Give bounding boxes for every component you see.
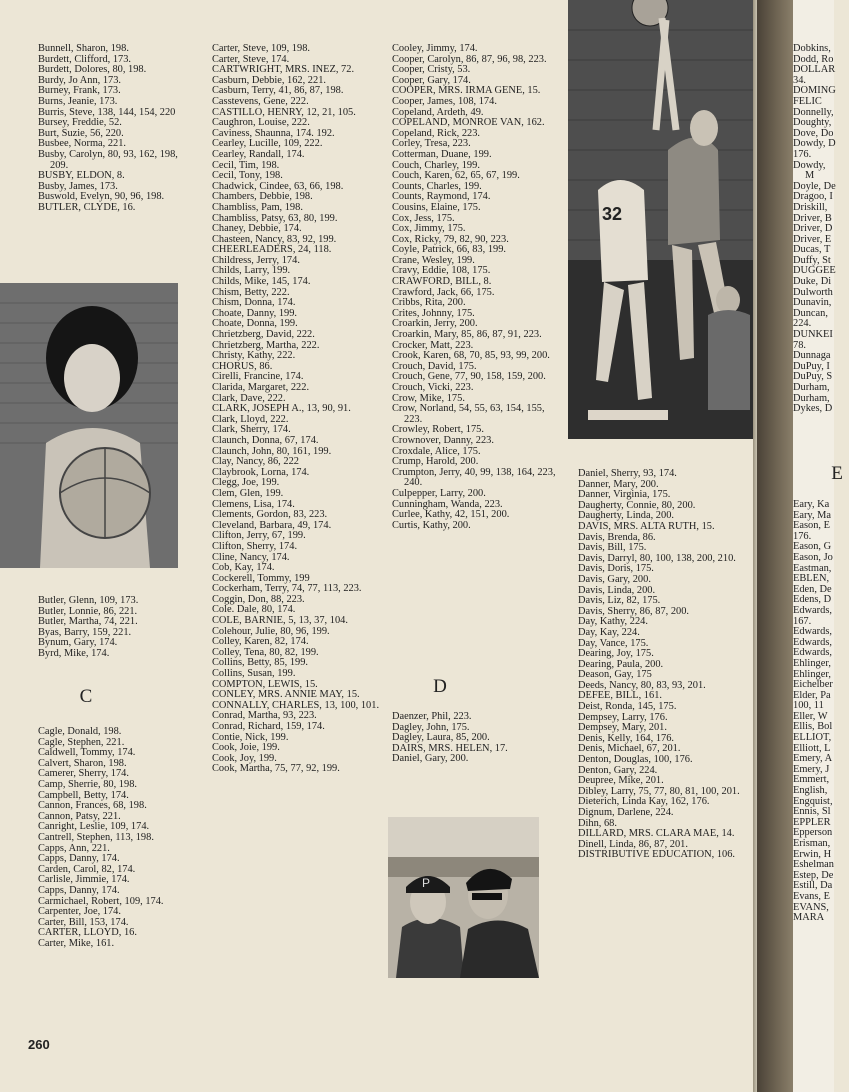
index-entry: Crocker, Matt, 223.: [392, 339, 474, 351]
index-entry: CRAWFORD, BILL, 8.: [392, 276, 492, 288]
index-entry: Dunavin,: [793, 297, 832, 309]
index-entry: Eden, De: [793, 583, 832, 595]
index-column-1-top: [38, 44, 198, 214]
index-entry: Cook, Joy, 199.: [212, 752, 277, 764]
index-entry: Ehlinger,: [793, 668, 831, 680]
index-entry: Deist, Ronda, 145, 175.: [578, 701, 677, 713]
index-entry: Cooper, Carolyn, 86, 87, 96, 98, 223.: [392, 53, 547, 65]
index-entry: Canright, Leslie, 109, 174.: [38, 821, 150, 833]
index-entry: BUTLER, CLYDE, 16.: [38, 201, 136, 213]
index-entry: Byrd, Mike, 174.: [38, 647, 110, 659]
index-entry: Cribbs, Rita, 200.: [392, 297, 466, 309]
index-entry: Day, Kathy, 224.: [578, 616, 648, 628]
index-entry: Day, Kay, 224.: [578, 626, 640, 638]
index-entry: Carden, Carol, 82, 174.: [38, 863, 136, 875]
index-entry: Eason, E: [793, 520, 830, 532]
index-entry: Clegg, Joe, 199.: [212, 477, 280, 489]
index-entry: Chrietzberg, David, 222.: [212, 329, 315, 341]
index-entry: Clay, Nancy, 86, 222: [212, 456, 299, 468]
index-entry: DAIRS, MRS. HELEN, 17.: [392, 742, 508, 754]
index-entry: EVANS,: [793, 901, 829, 913]
index-entry: Capps, Danny, 174.: [38, 853, 120, 865]
index-entry: Dove, Do: [793, 127, 834, 139]
index-entry: Caviness, Shaunna, 174. 192.: [212, 127, 335, 139]
svg-text:32: 32: [602, 204, 623, 224]
index-entry: Campbell, Betty, 174.: [38, 789, 129, 801]
index-entry: Byas, Barry, 159, 221.: [38, 626, 132, 638]
index-entry: Christy, Kathy, 222.: [212, 350, 296, 362]
index-entry: Eastman,: [793, 562, 832, 574]
index-entry: Eason, Jo: [793, 551, 833, 563]
index-entry: Davis, Linda, 200.: [578, 584, 656, 596]
index-entry: Burris, Steve, 138, 144, 154, 220: [38, 106, 176, 118]
index-entry: Burdy, Jo Ann, 173.: [38, 74, 122, 86]
index-entry: Dowdy, D: [793, 138, 836, 150]
index-entry: Cox, Ricky, 79, 82, 90, 223.: [392, 233, 509, 245]
index-entry: 78.: [793, 339, 806, 351]
index-entry: Cearley, Lucille, 109, 222.: [212, 138, 323, 150]
index-entry: Davis, Brenda, 86.: [578, 531, 656, 543]
index-entry: Busby, James, 173.: [38, 180, 118, 192]
index-entry: Chambliss, Patsy, 63, 80, 199.: [212, 212, 338, 224]
index-entry: Cousins, Elaine, 175.: [392, 201, 481, 213]
index-entry: Davis, Bill, 175.: [578, 542, 647, 554]
index-entry: Deeds, Nancy, 80, 83, 93, 201.: [578, 679, 706, 691]
index-entry: Bursey, Freddie, 52.: [38, 117, 122, 129]
section-letter-d: D: [433, 676, 447, 697]
index-entry: Donnelly,: [793, 106, 834, 118]
index-entry: Crownover, Danny, 223.: [392, 434, 494, 446]
index-entry: Denis, Kelly, 164, 176.: [578, 732, 675, 744]
index-entry: Clemens, Lisa, 174.: [212, 498, 295, 510]
index-entry: Day, Vance, 175.: [578, 637, 649, 649]
index-entry: Davis, Liz, 82, 175.: [578, 595, 661, 607]
index-entry: Clifton, Sherry, 174.: [212, 540, 298, 552]
index-entry: Butler, Martha, 74, 221.: [38, 616, 138, 628]
index-entry: Curlee, Kathy, 42, 151, 200.: [392, 509, 510, 521]
index-entry: Cooley, Jimmy, 174.: [392, 43, 478, 54]
index-entry: Childs, Larry, 199.: [212, 265, 291, 277]
index-entry: DuPuy, S: [793, 371, 833, 383]
index-entry: Daniel, Sherry, 93, 174.: [578, 468, 677, 479]
index-entry: Cole. Dale, 80, 174.: [212, 604, 296, 616]
index-entry: Edwards,: [793, 636, 832, 648]
index-entry: CHEERLEADERS, 24, 118.: [212, 244, 332, 256]
index-entry: Clarida, Margaret, 222.: [212, 382, 310, 393]
index-entry: Burdett, Dolores, 80, 198.: [38, 64, 147, 76]
photo-basketball-jump: [568, 0, 753, 439]
section-letter-e-partial: E: [831, 463, 843, 484]
index-entry: CASTILLO, HENRY, 12, 21, 105.: [212, 106, 356, 118]
index-entry: MARA: [793, 912, 825, 924]
index-entry: Deason, Gay, 175: [578, 669, 652, 681]
index-entry: Crouch, Vicki, 223.: [392, 382, 474, 393]
index-entry: 100, 11: [793, 700, 824, 712]
photo-coaches: [388, 817, 539, 978]
index-entry: Ennis, Sl: [793, 806, 831, 818]
index-entry: Durham,: [793, 382, 830, 393]
index-entry: Casburn, Debbie, 162, 221.: [212, 74, 326, 86]
index-entry: Eller, W: [793, 710, 828, 722]
index-entry: Deupree, Mike, 201.: [578, 775, 664, 787]
index-entry: Clark, Dave, 222.: [212, 392, 286, 404]
index-entry: Cannon, Patsy, 221.: [38, 810, 121, 822]
index-entry: Butler, Glenn, 109, 173.: [38, 595, 139, 606]
svg-text:P: P: [422, 876, 431, 890]
index-entry: Coggin, Don, 88, 223.: [212, 593, 305, 605]
index-entry: Couch, Karen, 62, 65, 67, 199.: [392, 170, 520, 182]
index-entry: Cagle, Donald, 198.: [38, 726, 122, 737]
index-entry: Busby, Carolyn, 80, 93, 162, 198, 209.: [38, 148, 178, 171]
index-entry: Eshelman: [793, 859, 834, 871]
index-entry: Burney, Frank, 173.: [38, 85, 121, 97]
index-entry: Copeland, Rick, 223.: [392, 127, 481, 139]
index-entry: Driver, B: [793, 212, 832, 224]
index-entry: Camp, Sherrie, 80, 198.: [38, 778, 137, 790]
index-entry: Cagle, Stephen, 221.: [38, 736, 125, 748]
index-entry: Erwin, H: [793, 848, 832, 860]
index-entry: Doyle, De: [793, 180, 836, 192]
index-entry: Engquist,: [793, 795, 833, 807]
index-entry: Cirelli, Francine, 174.: [212, 371, 304, 383]
index-entry: Counts, Charles, 199.: [392, 180, 482, 192]
index-entry: Clements, Gordon, 83, 223.: [212, 509, 328, 521]
index-entry: Cooper, Gary, 174.: [392, 74, 471, 86]
index-entry: Erisman,: [793, 838, 831, 849]
index-entry: Estill, Da: [793, 880, 833, 892]
index-entry: Casburn, Terry, 41, 86, 87, 198.: [212, 85, 344, 97]
index-entry: COPELAND, MONROE VAN, 162.: [392, 117, 545, 129]
index-entry: Claunch, Donna, 67, 174.: [212, 434, 319, 446]
index-column-5-top: [793, 44, 836, 415]
index-entry: Cearley, Randall, 174.: [212, 148, 305, 160]
index-entry: Burdett, Clifford, 173.: [38, 53, 132, 65]
index-entry: Chaney, Debbie, 174.: [212, 223, 302, 235]
index-entry: Driskill,: [793, 201, 828, 213]
index-entry: Eary, Ka: [793, 499, 830, 510]
index-entry: Edwards,: [793, 626, 832, 638]
index-entry: DOMING: [793, 85, 836, 97]
index-entry: Driver, D: [793, 223, 833, 235]
index-entry: Conrad, Martha, 93, 223.: [212, 710, 317, 722]
index-entry: Chrietzberg, Martha, 222.: [212, 339, 320, 351]
index-entry: Cox, Jimmy, 175.: [392, 223, 466, 235]
index-entry: Elder, Pa: [793, 689, 831, 701]
index-entry: Crouch, David, 175.: [392, 360, 477, 372]
index-entry: Edwards,: [793, 647, 832, 659]
index-entry: CARTER, LLOYD, 16.: [38, 927, 137, 939]
index-entry: COLE, BARNIE, 5, 13, 37, 104.: [212, 615, 348, 627]
index-entry: Crump, Harold, 200.: [392, 456, 479, 468]
index-entry: EPPLER: [793, 816, 831, 828]
index-entry: Cockerham, Terry, 74, 77, 113, 223.: [212, 583, 362, 595]
index-entry: Capps, Danny, 174.: [38, 884, 120, 896]
index-entry: Daniel, Gary, 200.: [392, 753, 469, 765]
index-entry: Dulworth: [793, 286, 833, 298]
index-entry: Camerer, Sherry, 174.: [38, 768, 129, 780]
index-entry: Cecil, Tony, 198.: [212, 170, 283, 182]
index-entry: Duffy, St: [793, 254, 831, 266]
section-letter-c: C: [79, 686, 93, 707]
index-entry: Daugherty, Connie, 80, 200.: [578, 499, 696, 511]
index-entry: Caldwell, Tommy, 174.: [38, 747, 136, 759]
index-entry: Chism, Betty, 222.: [212, 286, 290, 298]
index-entry: Dodd, Ro: [793, 53, 834, 65]
index-entry: Doughty,: [793, 117, 832, 129]
index-entry: Collins, Susan, 199.: [212, 668, 296, 680]
index-entry: Cox, Jess, 175.: [392, 212, 455, 224]
index-entry: Carmichael, Robert, 109, 174.: [38, 895, 164, 907]
index-column-1-mid: [38, 596, 198, 660]
index-entry: Corley, Tresa, 223.: [392, 138, 471, 150]
index-column-4: [578, 469, 748, 861]
index-entry: Cook, Martha, 75, 77, 92, 199.: [212, 763, 340, 775]
index-entry: BUSBY, ELDON, 8.: [38, 170, 125, 182]
index-entry: Emmert,: [793, 774, 830, 786]
index-entry: Daenzer, Phil, 223.: [392, 711, 472, 722]
index-entry: Edwards,: [793, 604, 832, 616]
index-entry: Evans, E: [793, 890, 830, 902]
index-column-2: [212, 44, 380, 775]
index-entry: DILLARD, MRS. CLARA MAE, 14.: [578, 828, 735, 840]
index-entry: Burns, Jeanie, 173.: [38, 95, 118, 107]
index-entry: Crowley, Robert, 175.: [392, 424, 484, 436]
index-entry: Crouch, Gene, 77, 90, 158, 159, 200.: [392, 371, 546, 383]
index-entry: Cob, Kay, 174.: [212, 562, 275, 574]
index-entry: DUGGEE: [793, 265, 836, 277]
index-entry: Clark, Sherry, 174.: [212, 424, 291, 436]
index-entry: Dempsey, Larry, 176.: [578, 711, 668, 723]
index-entry: Cooper, James, 108, 174.: [392, 95, 497, 107]
index-entry: Copeland, Ardeth, 49.: [392, 106, 484, 118]
index-entry: Durham,: [793, 392, 830, 404]
index-entry: Dowdy, M: [793, 159, 826, 182]
index-entry: Dempsey, Mary, 201.: [578, 722, 667, 734]
index-entry: Driver, E: [793, 233, 832, 245]
index-entry: Cantrell, Stephen, 113, 198.: [38, 831, 154, 843]
index-entry: Dieterich, Linda Kay, 162, 176.: [578, 796, 710, 808]
index-entry: Crow, Mike, 175.: [392, 392, 465, 404]
index-entry: Dihn, 68.: [578, 817, 617, 829]
index-entry: Cline, Nancy, 174.: [212, 551, 290, 563]
index-entry: Daugherty, Linda, 200.: [578, 510, 674, 522]
index-entry: Couch, Charley, 199.: [392, 159, 480, 171]
index-entry: Emery, A: [793, 753, 833, 765]
index-entry: Eichelber: [793, 679, 833, 691]
index-entry: Dearing, Joy, 175.: [578, 648, 654, 660]
index-entry: 176.: [793, 530, 812, 542]
index-entry: Curtis, Kathy, 200.: [392, 519, 471, 531]
index-entry: Cannon, Frances, 68, 198.: [38, 800, 147, 812]
index-entry: CONNALLY, CHARLES, 13, 100, 101.: [212, 699, 380, 711]
index-entry: Carter, Bill, 153, 174.: [38, 916, 129, 928]
index-entry: DOLLAR: [793, 64, 836, 76]
index-entry: Ducas, T: [793, 244, 831, 256]
index-entry: Carlisle, Jimmie, 174.: [38, 874, 130, 886]
index-entry: Ellis, Bol: [793, 721, 833, 733]
index-entry: Davis, Sherry, 86, 87, 200.: [578, 605, 690, 617]
index-column-3-top: [392, 44, 560, 531]
index-entry: Emery, J: [793, 763, 830, 775]
index-entry: Bynum, Gary, 174.: [38, 637, 118, 649]
index-entry: Choate, Donna, 199.: [212, 318, 298, 330]
index-entry: Coyle, Patrick, 66, 83, 199.: [392, 244, 506, 256]
index-entry: Dobkins,: [793, 43, 831, 54]
index-entry: Chadwick, Cindee, 63, 66, 198.: [212, 180, 344, 192]
index-entry: Davis, Darryl, 80, 100, 138, 200, 210.: [578, 552, 736, 564]
index-entry: Elliott, L: [793, 742, 831, 754]
index-entry: Croarkin, Mary, 85, 86, 87, 91, 223.: [392, 329, 542, 341]
index-entry: Choate, Danny, 199.: [212, 307, 298, 319]
index-entry: Dagley, John, 175.: [392, 721, 470, 733]
index-entry: Crook, Karen, 68, 70, 85, 93, 99, 200.: [392, 350, 550, 362]
binding-shadow: [757, 0, 793, 1092]
index-entry: Eary, Ma: [793, 509, 831, 521]
index-entry: Casstevens, Gene, 222.: [212, 95, 309, 107]
index-entry: Childress, Jerry, 174.: [212, 254, 300, 266]
index-entry: Edens, D: [793, 594, 832, 606]
index-entry: Epperson: [793, 827, 833, 839]
index-entry: Duncan,: [793, 307, 828, 319]
index-entry: Butler, Lonnie, 86, 221.: [38, 605, 138, 617]
index-entry: Croarkin, Jerry, 200.: [392, 318, 478, 330]
index-entry: Dibley, Larry, 75, 77, 80, 81, 100, 201.: [578, 785, 740, 797]
index-entry: Dignum, Darlene, 224.: [578, 807, 674, 818]
index-entry: Counts, Raymond, 174.: [392, 191, 491, 203]
index-column-3-d: [392, 712, 560, 765]
index-entry: Carter, Mike, 161.: [38, 937, 115, 949]
index-column-5-e: [793, 500, 834, 924]
index-entry: Chambliss, Pam, 198.: [212, 201, 303, 213]
index-entry: Chambers, Debbie, 198.: [212, 191, 313, 203]
index-entry: Claybrook, Lorna, 174.: [212, 466, 310, 478]
index-entry: Dykes, D: [793, 403, 833, 415]
index-entry: Buswold, Evelyn, 90, 96, 198.: [38, 191, 165, 203]
index-entry: Bunnell, Sharon, 198.: [38, 43, 129, 54]
index-entry: Carter, Steve, 109, 198.: [212, 43, 310, 54]
index-entry: Denton, Douglas, 100, 176.: [578, 754, 693, 766]
index-entry: Estep, De: [793, 869, 834, 881]
index-entry: CARTWRIGHT, MRS. INEZ, 72.: [212, 64, 355, 76]
index-entry: Claunch, John, 80, 161, 199.: [212, 445, 332, 457]
index-entry: Crites, Johnny, 175.: [392, 307, 475, 319]
index-entry: Calvert, Sharon, 198.: [38, 757, 127, 769]
index-entry: Cook, Joie, 199.: [212, 742, 280, 754]
index-entry: Clark, Lloyd, 222.: [212, 413, 289, 425]
index-entry: Clifton, Jerry, 67, 199.: [212, 530, 306, 542]
index-entry: Dunnaga: [793, 350, 831, 362]
index-entry: Dearing, Paula, 200.: [578, 658, 664, 670]
index-entry: Crow, Norland, 54, 55, 63, 154, 155, 223.: [392, 403, 545, 425]
index-entry: FELIC: [793, 95, 822, 107]
index-entry: Crumpton, Jerry, 40, 99, 138, 164, 223, 240.: [392, 466, 556, 489]
index-entry: Dagley, Laura, 85, 200.: [392, 732, 490, 744]
index-entry: Childs, Mike, 145, 174.: [212, 276, 311, 288]
index-entry: Cotterman, Duane, 199.: [392, 148, 492, 160]
index-entry: DEFEE, BILL, 161.: [578, 690, 662, 702]
index-entry: Danner, Mary, 200.: [578, 478, 659, 490]
index-entry: Cecil, Tim, 198.: [212, 159, 280, 171]
index-entry: 224.: [793, 318, 812, 330]
index-entry: 34.: [793, 74, 806, 86]
photo-student-with-ball: [0, 283, 178, 568]
index-entry: Carter, Steve, 174.: [212, 53, 290, 65]
index-entry: EBLEN,: [793, 573, 830, 585]
page-number: 260: [28, 1037, 50, 1052]
index-entry: DuPuy, I: [793, 360, 830, 372]
index-entry: COOPER, MRS. IRMA GENE, 15.: [392, 85, 541, 97]
index-entry: CHORUS, 86.: [212, 360, 273, 372]
index-entry: Danner, Virginia, 175.: [578, 489, 671, 501]
index-entry: Dinell, Linda, 86, 87, 201.: [578, 838, 688, 850]
index-entry: Conrad, Richard, 159, 174.: [212, 721, 325, 732]
index-entry: Cunningham, Wanda, 223.: [392, 498, 503, 510]
index-entry: Denis, Michael, 67, 201.: [578, 743, 681, 755]
index-entry: Denton, Gary, 224.: [578, 764, 658, 776]
index-entry: Collins, Betty, 85, 199.: [212, 657, 309, 669]
index-entry: DISTRIBUTIVE EDUCATION, 106.: [578, 849, 735, 861]
index-entry: DAVIS, MRS. ALTA RUTH, 15.: [578, 520, 715, 532]
index-entry: Crawford, Jack, 66, 175.: [392, 286, 495, 298]
index-entry: Cravy, Eddie, 108, 175.: [392, 265, 491, 277]
index-entry: 176.: [793, 148, 812, 160]
index-entry: ELLIOT,: [793, 732, 832, 744]
index-entry: Contie, Nick, 199.: [212, 731, 289, 743]
index-entry: Duke, Di: [793, 276, 832, 288]
index-entry: Culpepper, Larry, 200.: [392, 487, 486, 499]
index-entry: 167.: [793, 615, 812, 627]
index-entry: English,: [793, 785, 828, 797]
index-entry: Clem, Glen, 199.: [212, 487, 284, 499]
index-entry: Capps, Ann, 221.: [38, 842, 110, 854]
index-entry: Eason, G: [793, 541, 832, 553]
index-entry: Chasteen, Nancy, 83, 92, 199.: [212, 233, 337, 245]
index-entry: Caughron, Louise, 222.: [212, 117, 310, 129]
index-entry: Davis, Doris, 175.: [578, 563, 654, 575]
index-entry: Colley, Karen, 82, 174.: [212, 636, 309, 648]
index-entry: Davis, Gary, 200.: [578, 573, 651, 585]
index-entry: Cleveland, Barbara, 49, 174.: [212, 519, 332, 531]
index-entry: Burt, Suzie, 56, 220.: [38, 127, 124, 139]
index-entry: Colehour, Julie, 80, 96, 199.: [212, 625, 330, 637]
index-entry: Colley, Tena, 80, 82, 199.: [212, 646, 319, 658]
facing-page-edge: [757, 0, 843, 1092]
index-entry: Ehlinger,: [793, 657, 831, 669]
index-entry: DUNKEI: [793, 329, 833, 341]
index-entry: Dragoo, I: [793, 191, 833, 203]
index-column-1-c: [38, 727, 198, 949]
index-entry: Cooper, Cristy, 53.: [392, 64, 471, 76]
index-entry: CLARK, JOSEPH A., 13, 90, 91.: [212, 403, 351, 415]
index-entry: Busbee, Norma, 221.: [38, 138, 127, 150]
index-entry: COMPTON, LEWIS, 15.: [212, 678, 318, 690]
index-entry: Croxdale, Alice, 175.: [392, 445, 481, 457]
index-entry: Crane, Wesley, 199.: [392, 254, 475, 266]
index-entry: CONLEY, MRS. ANNIE MAY, 15.: [212, 689, 360, 701]
index-entry: Carpenter, Joe, 174.: [38, 906, 121, 918]
index-entry: Cockerell, Tommy, 199: [212, 572, 310, 584]
index-entry: Chism, Donna, 174.: [212, 297, 296, 309]
